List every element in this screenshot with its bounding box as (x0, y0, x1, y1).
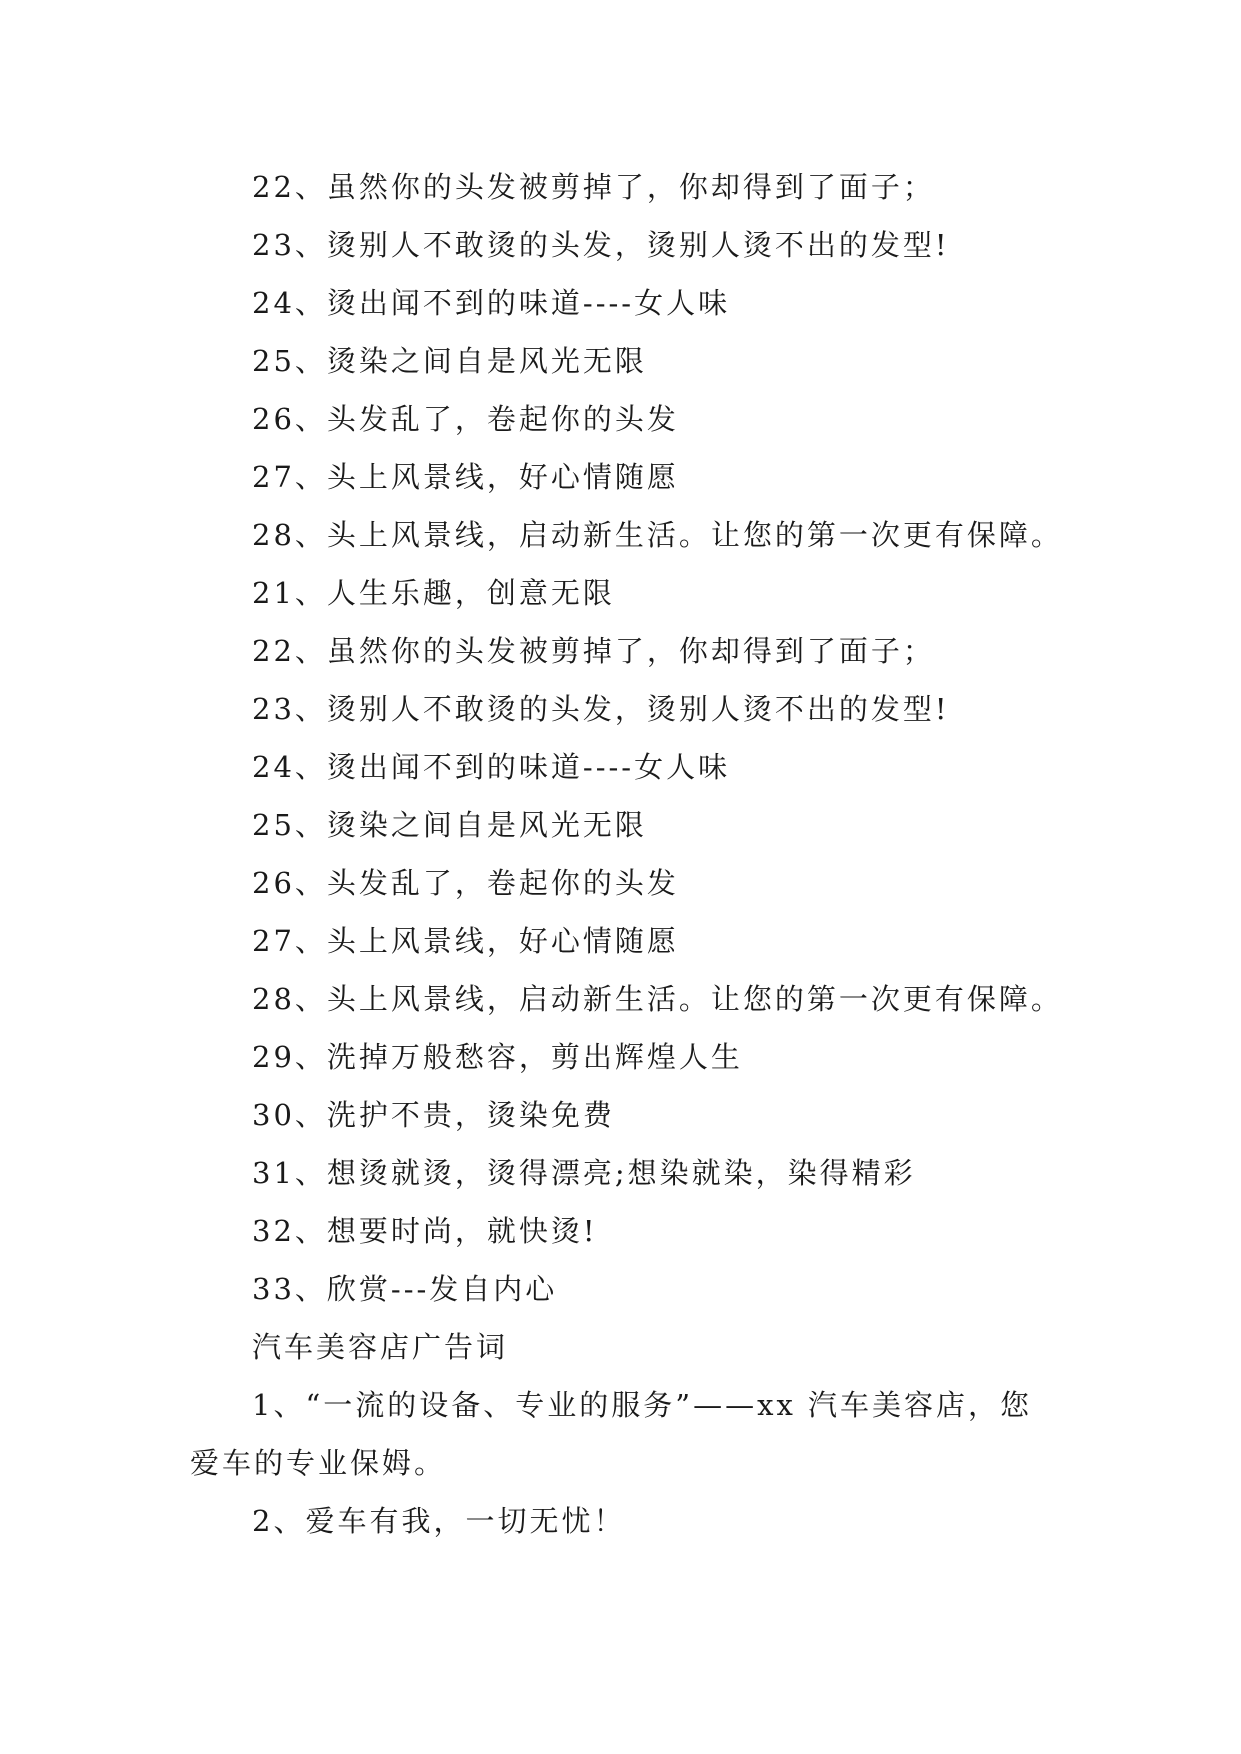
list-item: 29、洗掉万般愁容，剪出辉煌人生 (252, 1040, 743, 1074)
list-item: 33、欣赏---发自内心 (252, 1272, 558, 1306)
list-item: 26、头发乱了，卷起你的头发 (252, 402, 679, 436)
list-item: 30、洗护不贵，烫染免费 (252, 1098, 615, 1132)
list-item: 27、头上风景线，好心情随愿 (252, 460, 679, 494)
list-item: 22、虽然你的头发被剪掉了，你却得到了面子； (252, 170, 935, 204)
paragraph: 2、爱车有我，一切无忧！ (252, 1504, 626, 1538)
list-item: 25、烫染之间自是风光无限 (252, 808, 647, 842)
document-body (190, 158, 1063, 1550)
list-item: 26、头发乱了，卷起你的头发 (252, 866, 679, 900)
list-item: 23、烫别人不敢烫的头发，烫别人烫不出的发型! (252, 692, 950, 726)
list-item: 25、烫染之间自是风光无限 (252, 344, 647, 378)
list-item: 28、头上风景线，启动新生活。让您的第一次更有保障。 (252, 518, 1063, 552)
list-item: 24、烫出闻不到的味道----女人味 (252, 750, 731, 784)
list-item: 24、烫出闻不到的味道----女人味 (252, 286, 731, 320)
paragraph: 1、“一流的设备、专业的服务”——xx 汽车美容店，您爱车的专业保姆。 (190, 1388, 1033, 1480)
list-item: 31、想烫就烫，烫得漂亮;想染就染，染得精彩 (252, 1156, 916, 1190)
list-item: 27、头上风景线，好心情随愿 (252, 924, 679, 958)
section-title: 汽车美容店广告词 (252, 1330, 509, 1364)
list-item: 21、人生乐趣，创意无限 (252, 576, 615, 610)
list-item: 28、头上风景线，启动新生活。让您的第一次更有保障。 (252, 982, 1063, 1016)
list-item: 22、虽然你的头发被剪掉了，你却得到了面子； (252, 634, 935, 668)
list-item: 23、烫别人不敢烫的头发，烫别人烫不出的发型! (252, 228, 950, 262)
list-item: 32、想要时尚，就快烫! (252, 1214, 598, 1248)
